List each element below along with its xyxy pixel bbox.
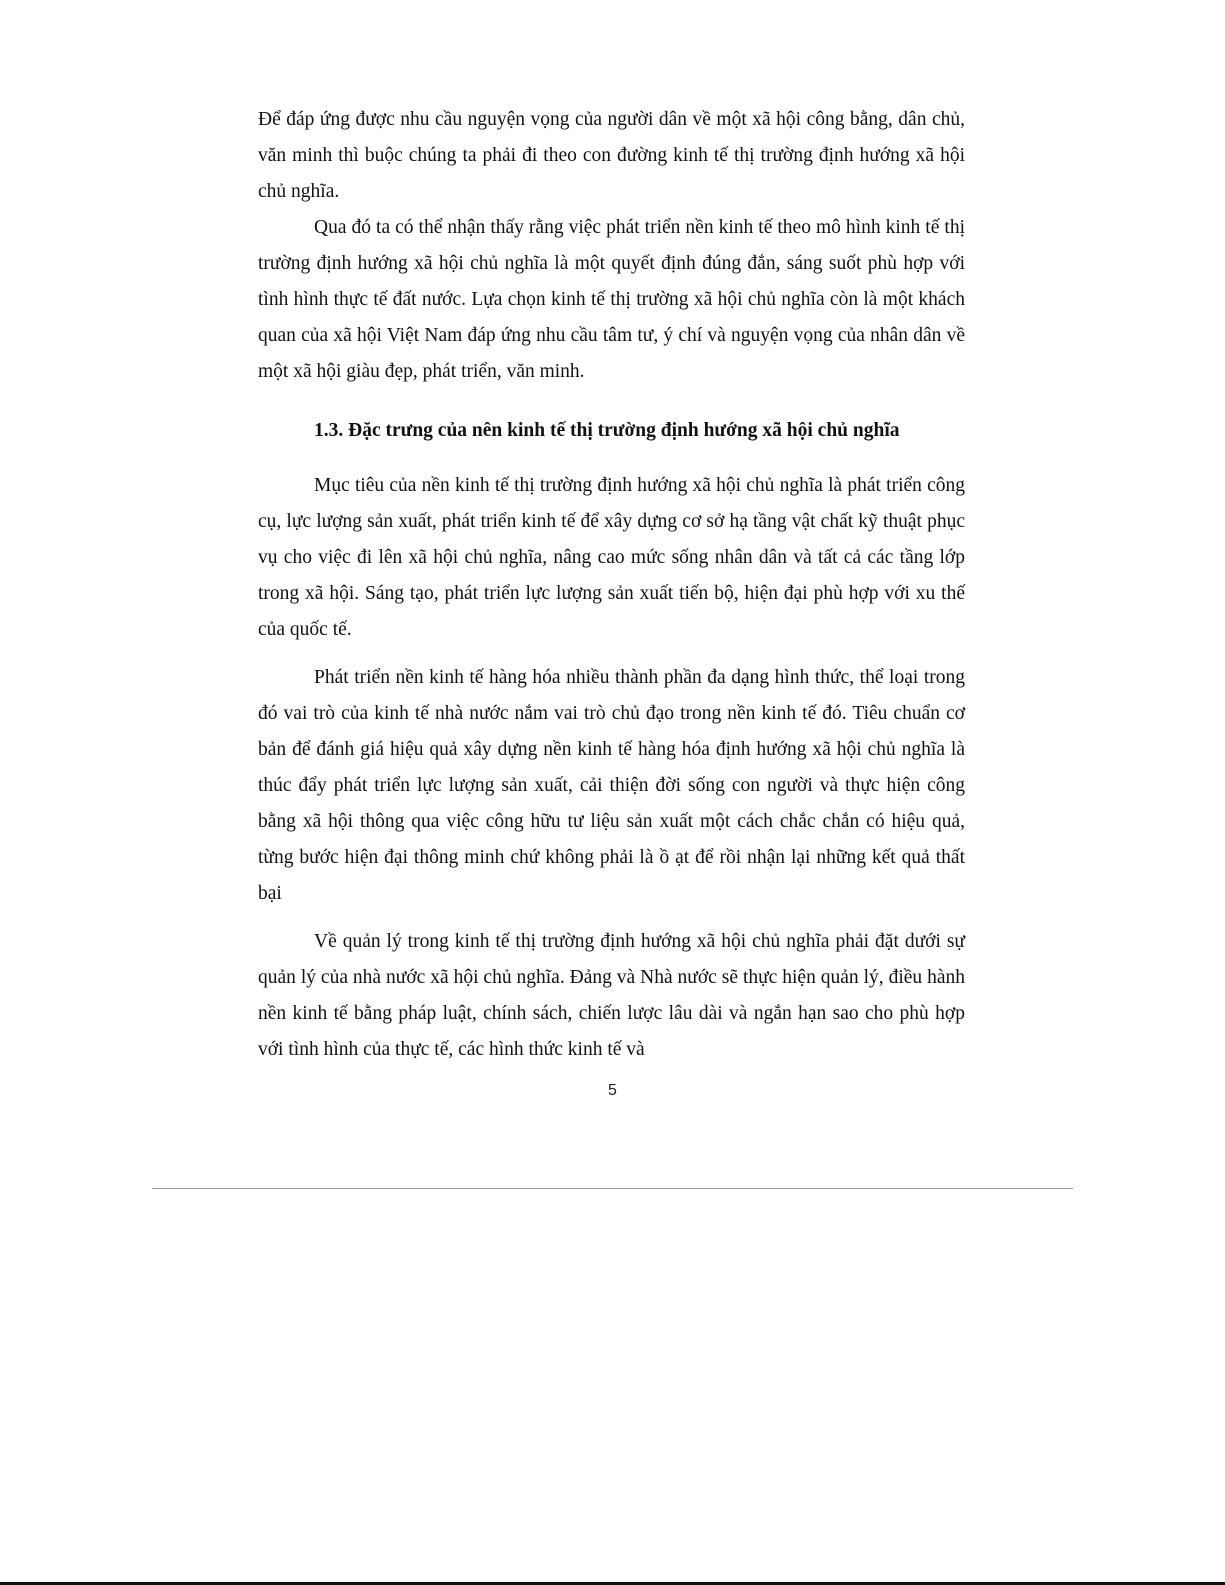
paragraph-goals: Mục tiêu của nền kinh tế thị trường định hướng xã hội chủ nghĩa là phát triển công cụ, lực lượng sản xuất, phát triển kinh tế để xây dựng cơ sở hạ tầng vật chất kỹ thuật phục vụ cho việc đi lên xã hội chủ nghĩa, nâng cao mức sống nhân dân và tất cả các tầng lớp trong xã hội. Sáng tạo, phát triển lực lượng sản xuất tiến bộ, hiện đại phù hợp với xu thế của quốc tế.: [258, 475, 965, 640]
page-divider: [152, 1188, 1073, 1189]
page-number: 5: [608, 1082, 617, 1099]
paragraph-conclusion: Qua đó ta có thể nhận thấy rằng việc phát triển nền kinh tế theo mô hình kinh tế thị trường định hướng xã hội chủ nghĩa là một quyết định đúng đắn, sáng suốt phù hợp với tình hình thực tế đất nước. Lựa chọn kinh tế thị trường xã hội chủ nghĩa còn là một khách quan của xã hội Việt Nam đáp ứng nhu cầu tâm tư, ý chí và nguyện vọng của nhân dân về một xã hội giàu đẹp, phát triển, văn minh.: [258, 217, 965, 382]
document-body: [258, 102, 965, 1068]
paragraph-management: Về quản lý trong kinh tế thị trường định hướng xã hội chủ nghĩa phải đặt dưới sự quản lý của nhà nước xã hội chủ nghĩa. Đảng và Nhà nước sẽ thực hiện quản lý, điều hành nền kinh tế bằng pháp luật, chính sách, chiến lược lâu dài và ngắn hạn sao cho phù hợp với tình hình của thực tế, các hình thức kinh tế và: [258, 931, 965, 1060]
paragraph-continuation: Để đáp ứng được nhu cầu nguyện vọng của người dân về một xã hội công bằng, dân chủ, văn minh thì buộc chúng ta phải đi theo con đường kinh tế thị trường định hướng xã hội chủ nghĩa.: [258, 109, 965, 202]
paragraph-economy-development: Phát triển nền kinh tế hàng hóa nhiều thành phần đa dạng hình thức, thể loại trong đó vai trò của kinh tế nhà nước nắm vai trò chủ đạo trong nền kinh tế đó. Tiêu chuẩn cơ bản để đánh giá hiệu quả xây dựng nền kinh tế hàng hóa định hướng xã hội chủ nghĩa là thúc đẩy phát triển lực lượng sản xuất, cải thiện đời sống con người và thực hiện công bằng xã hội thông qua việc công hữu tư liệu sản xuất một cách chắc chắn có hiệu quả, từng bước hiện đại thông minh chứ không phải là ồ ạt để rồi nhận lại những kết quả thất bại: [258, 667, 965, 904]
section-heading: 1.3. Đặc trưng của nên kinh tế thị trường định hướng xã hội chủ nghĩa: [314, 420, 900, 441]
